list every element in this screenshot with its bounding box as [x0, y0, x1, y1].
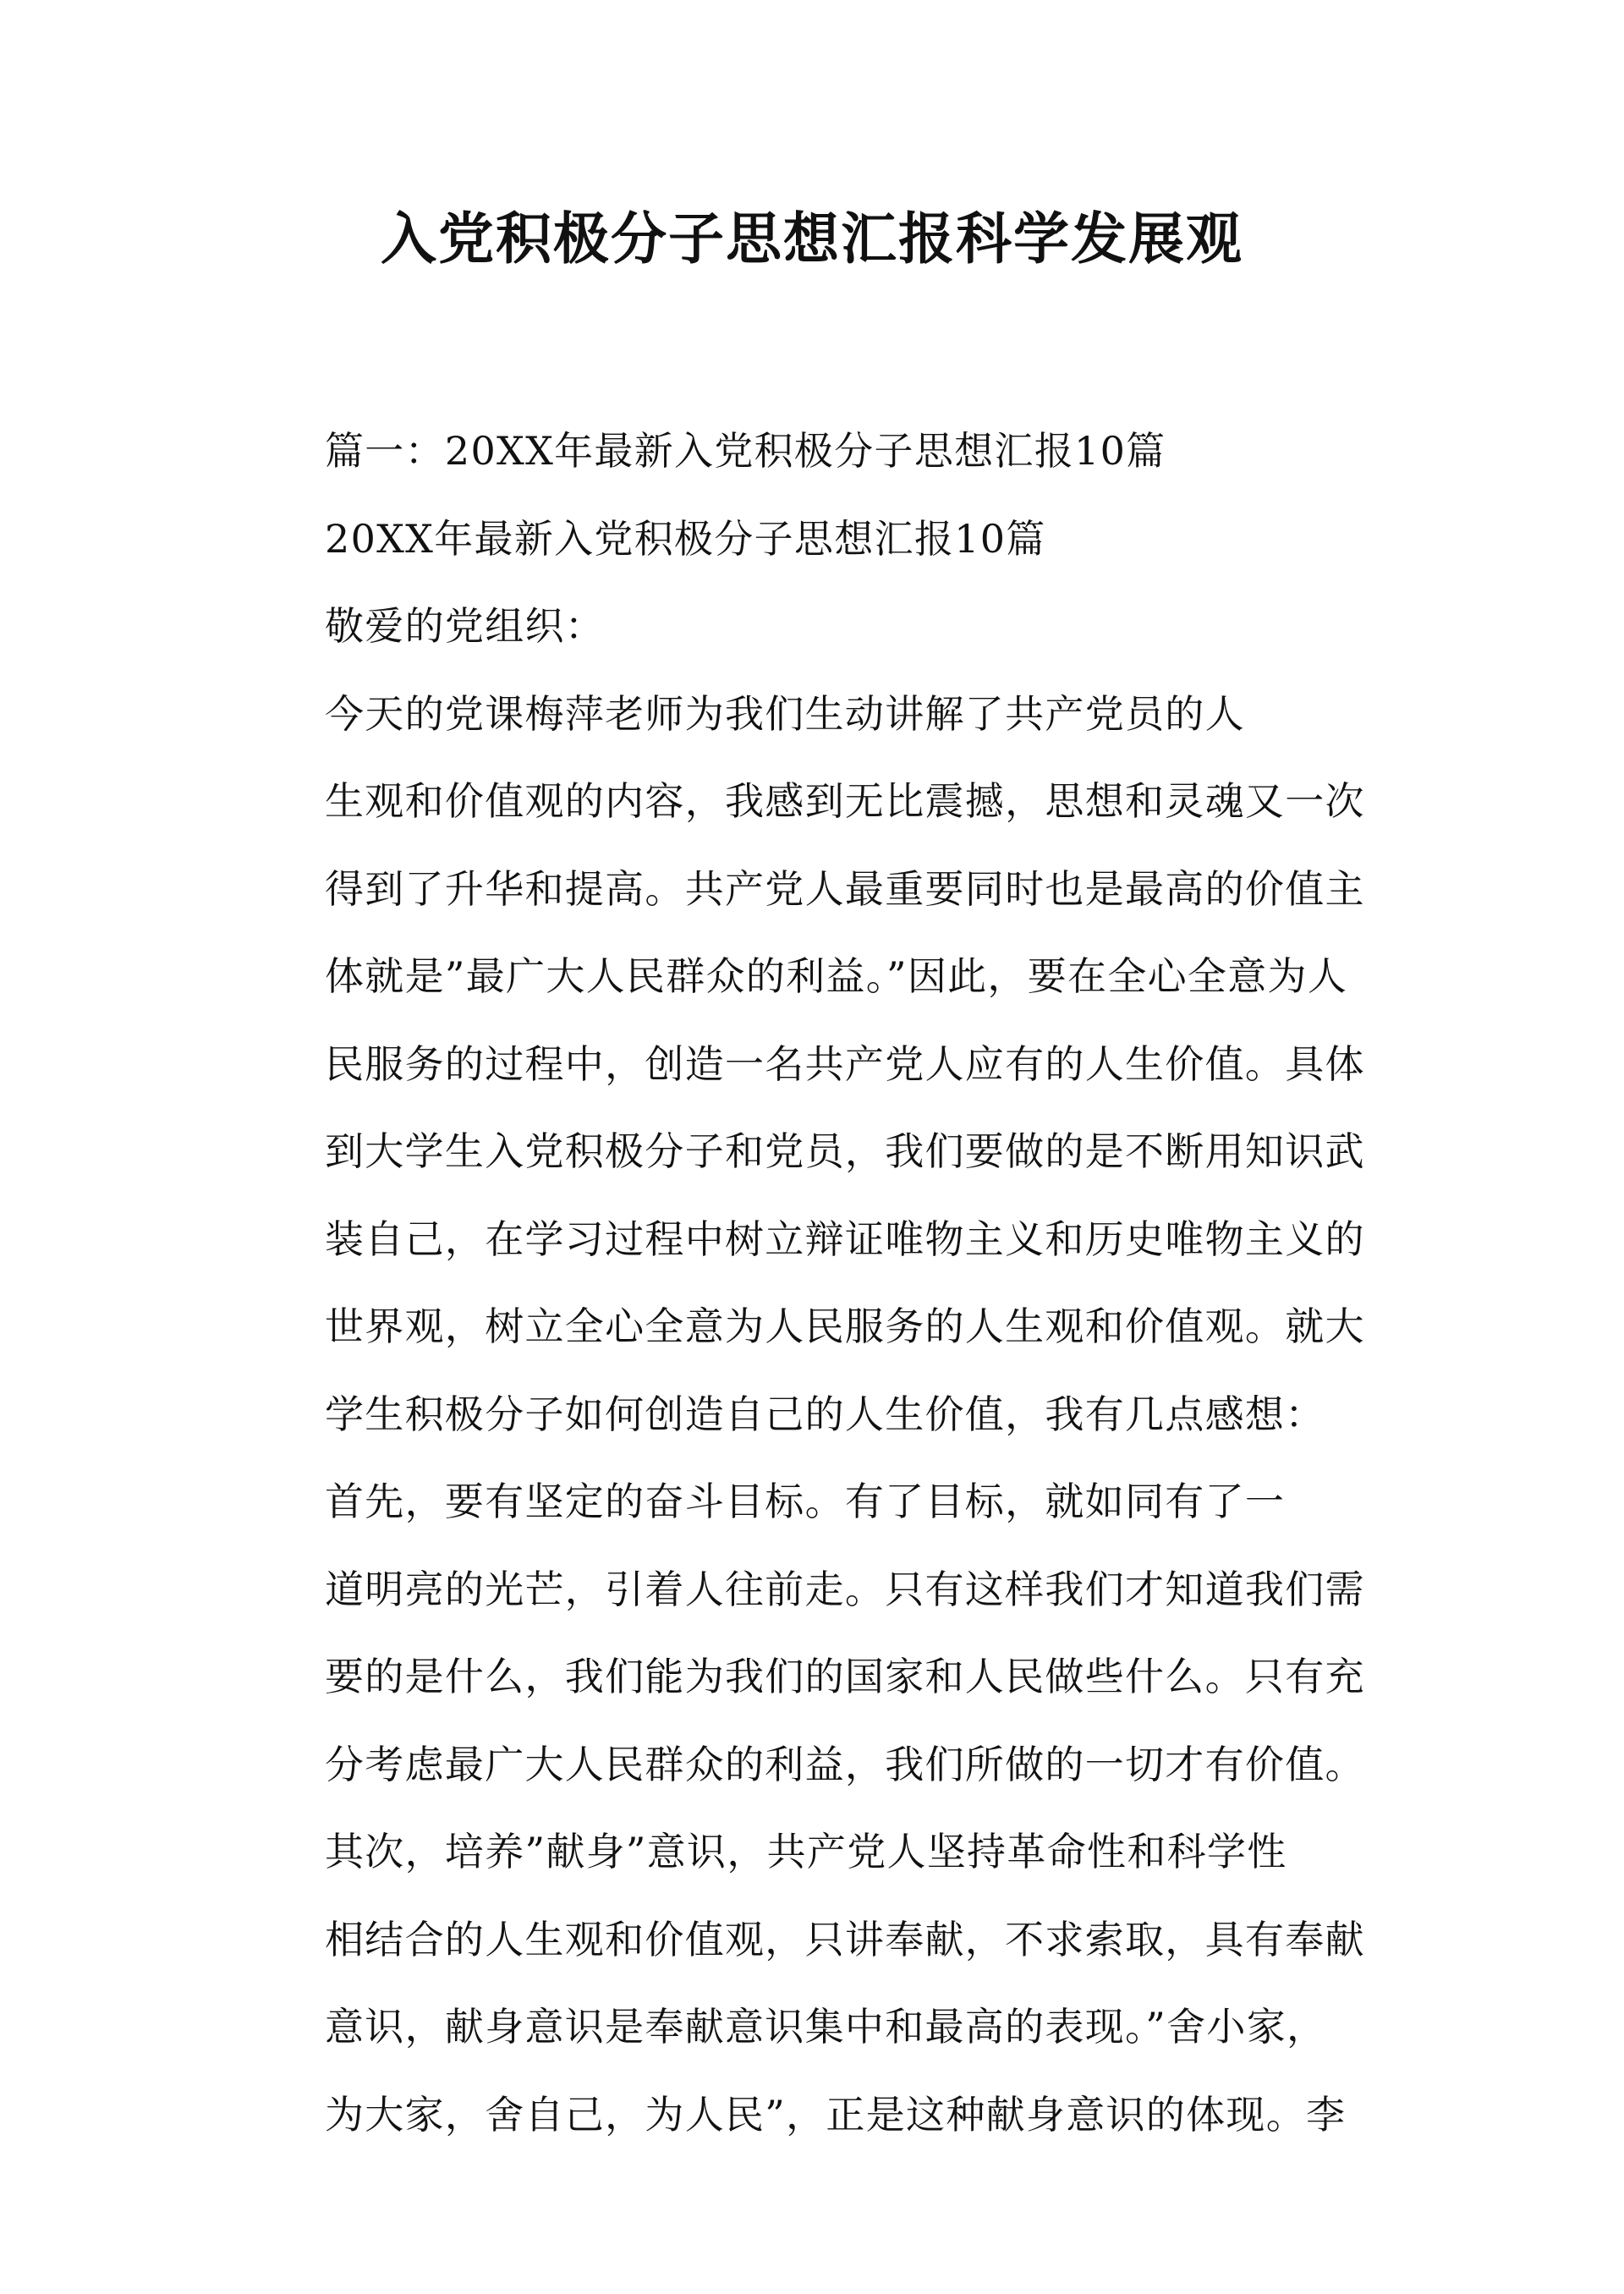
section-heading: 篇一：20XX年最新入党积极分子思想汇报10篇 [325, 428, 1166, 474]
paragraph-line: 生观和价值观的内容，我感到无比震撼，思想和灵魂又一次 [325, 778, 1365, 824]
paragraph-line: 分考虑最广大人民群众的利益，我们所做的一切才有价值。 [325, 1741, 1365, 1787]
paragraph-line: 首先，要有坚定的奋斗目标。有了目标，就如同有了一 [325, 1479, 1286, 1524]
paragraph-line: 学生积极分子如何创造自己的人生价值，我有几点感想： [325, 1391, 1325, 1437]
subheading: 20XX年最新入党积极分子思想汇报10篇 [325, 515, 1046, 562]
paragraph-1 [247, 671, 1385, 1459]
salutation: 敬爱的党组织： [325, 603, 606, 649]
paragraph-2 [247, 1458, 1385, 1808]
paragraph-line: 意识，献身意识是奉献意识集中和最高的表现。”舍小家， [325, 2004, 1327, 2050]
paragraph-line: 今天的党课梅萍老师为我们生动讲解了共产党员的人 [325, 690, 1245, 737]
paragraph-3 [247, 1808, 1385, 2159]
paragraph-line: 体就是”最广大人民群众的利益。”因此，要在全心全意为人 [325, 953, 1348, 999]
paragraph-line: 得到了升华和提高。共产党人最重要同时也是最高的价值主 [325, 865, 1365, 912]
paragraph-line: 到大学生入党积极分子和党员，我们要做的是不断用知识武 [325, 1128, 1365, 1174]
paragraph-line: 为大家，舍自己，为人民”，正是这种献身意识的体现。李 [325, 2091, 1347, 2138]
paragraph-line: 要的是什么，我们能为我们的国家和人民做些什么。只有充 [325, 1654, 1365, 1699]
paragraph-line: 其次，培养”献身”意识，共产党人坚持革命性和科学性 [325, 1829, 1287, 1874]
paragraph-line: 装自己，在学习过程中树立辩证唯物主义和历史唯物主义的 [325, 1216, 1365, 1262]
document-title: 入党积极分子思想汇报科学发展观 [381, 206, 1243, 272]
paragraph-line: 相结合的人生观和价值观，只讲奉献，不求索取，具有奉献 [325, 1916, 1365, 1962]
document-body [247, 408, 1385, 2159]
paragraph-line: 世界观，树立全心全意为人民服务的人生观和价值观。就大 [325, 1303, 1365, 1349]
paragraph-line: 道明亮的光芒，引着人往前走。只有这样我们才知道我们需 [325, 1566, 1365, 1612]
paragraph-line: 民服务的过程中，创造一名共产党人应有的人生价值。具体 [325, 1040, 1365, 1087]
